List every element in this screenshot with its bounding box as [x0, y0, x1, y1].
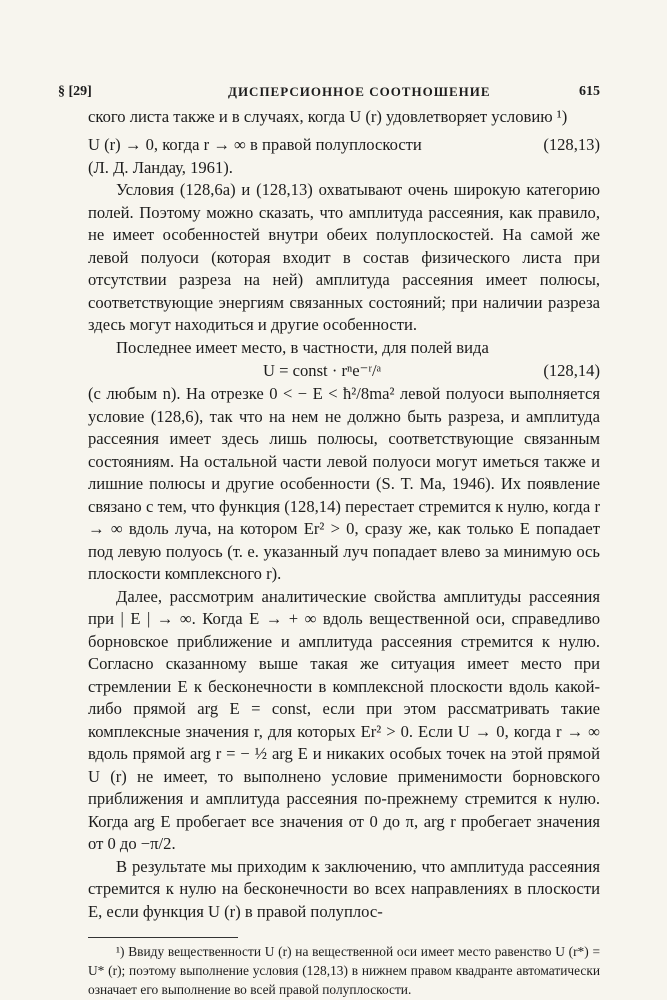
- paragraph-6: Далее, рассмотрим аналитические свойства амплитуды рассеяния при | E | → ∞. Когда E → + ∞ вдоль вещественной оси, справедливо борновское приближение и амплитуда рассеяния стремится к нулю. Согласно сказанному выше такая же ситуация имеет место при стремлении E к бесконечности в комплексной плоскости вдоль какой-либо прямой arg E = const, если при этом рассматривать такие комплексные значения r, для которых Er² > 0. Если U → 0, когда r → ∞ вдоль прямой arg r = − ½ arg E и никаких особых точек на этой прямой U (r) не имеет, то выполнено условие применимости борновского приближения и амплитуда рассеяния по-прежнему стремится к нулю. Когда arg E пробегает все значения от 0 до π, arg r пробегает значения от 0 до −π/2.: [88, 586, 600, 853]
- paragraph-1: ского листа также и в случаях, когда U (r) удовлетворяет условию ¹): [88, 107, 568, 126]
- paragraph-4: Последнее имеет место, в частности, для полей вида: [116, 337, 489, 357]
- paragraph-7: В результате мы приходим к заключению, что амплитуда рассеяния стремится к нулю на бесконечности во всех направлениях в плоскости E, если функция U (r) в правой полуплос-: [88, 856, 600, 921]
- book-page: [58, 84, 600, 999]
- section-number: § [29]: [58, 84, 92, 99]
- equation-body: U (r) → 0, когда r → ∞ в правой полуплоскости: [88, 134, 422, 154]
- paragraph-2: (Л. Д. Ландау, 1961).: [88, 157, 233, 177]
- chapter-title: ДИСПЕРСИОННОЕ СООТНОШЕНИЕ: [228, 84, 491, 99]
- equation-128-14: [88, 359, 600, 383]
- equation-tag: (128,13): [543, 134, 600, 154]
- footnote: ¹) Ввиду вещественности U (r) на вещественной оси имеет место равенство U (r*) = U* (r); поэтому выполнение условия (128,13) в нижнем правом квадранте автоматически означает его выполнение во всей правой полуплоскости.: [88, 944, 600, 997]
- paragraph-3: Условия (128,6а) и (128,13) охватывают очень широкую категорию полей. Поэтому можно сказать, что амплитуда рассеяния, как правило, не имеет особенностей внутри обеих полуплоскостей. На самой же левой полуоси (которая входит в состав физического листа при отсутствии разреза на ней) амплитуда рассеяния имеет полюсы, соответствующие энергиям связанных состояний; при наличии разреза здесь могут находиться и другие особенности.: [88, 180, 600, 334]
- running-header: [58, 84, 600, 106]
- equation-body: U = const · rⁿe⁻ʳ/ᵃ: [263, 361, 382, 380]
- equation-tag: (128,14): [543, 361, 600, 380]
- page-number: 615: [579, 84, 600, 99]
- equation-128-13: [88, 133, 600, 157]
- footnote-rule: [88, 937, 238, 938]
- paragraph-5: (с любым n). На отрезке 0 < − E < ħ²/8ma² левой полуоси выполняется условие (128,6), так что на нем не должно быть разреза, и амплитуда рассеяния имеет здесь лишь полюсы, соответствующие связанным состояниям. На остальной части левой полуоси могут иметься также и лишние полюсы и другие особенности (S. T. Ma, 1946). Их появление связано с тем, что функция (128,14) перестает стремится к нулю, когда r → ∞ вдоль луча, на котором Er² > 0, сразу же, как только E попадает под левую полуось (т. е. указанный луч попадает влево за минимую ось плоскости комплексного r).: [88, 384, 600, 583]
